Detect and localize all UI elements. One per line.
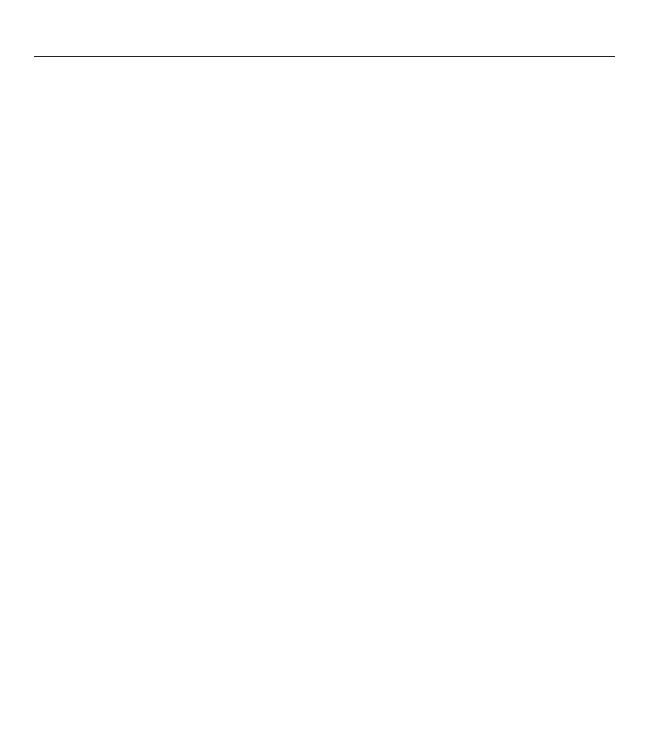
gazette-header <box>34 38 615 57</box>
